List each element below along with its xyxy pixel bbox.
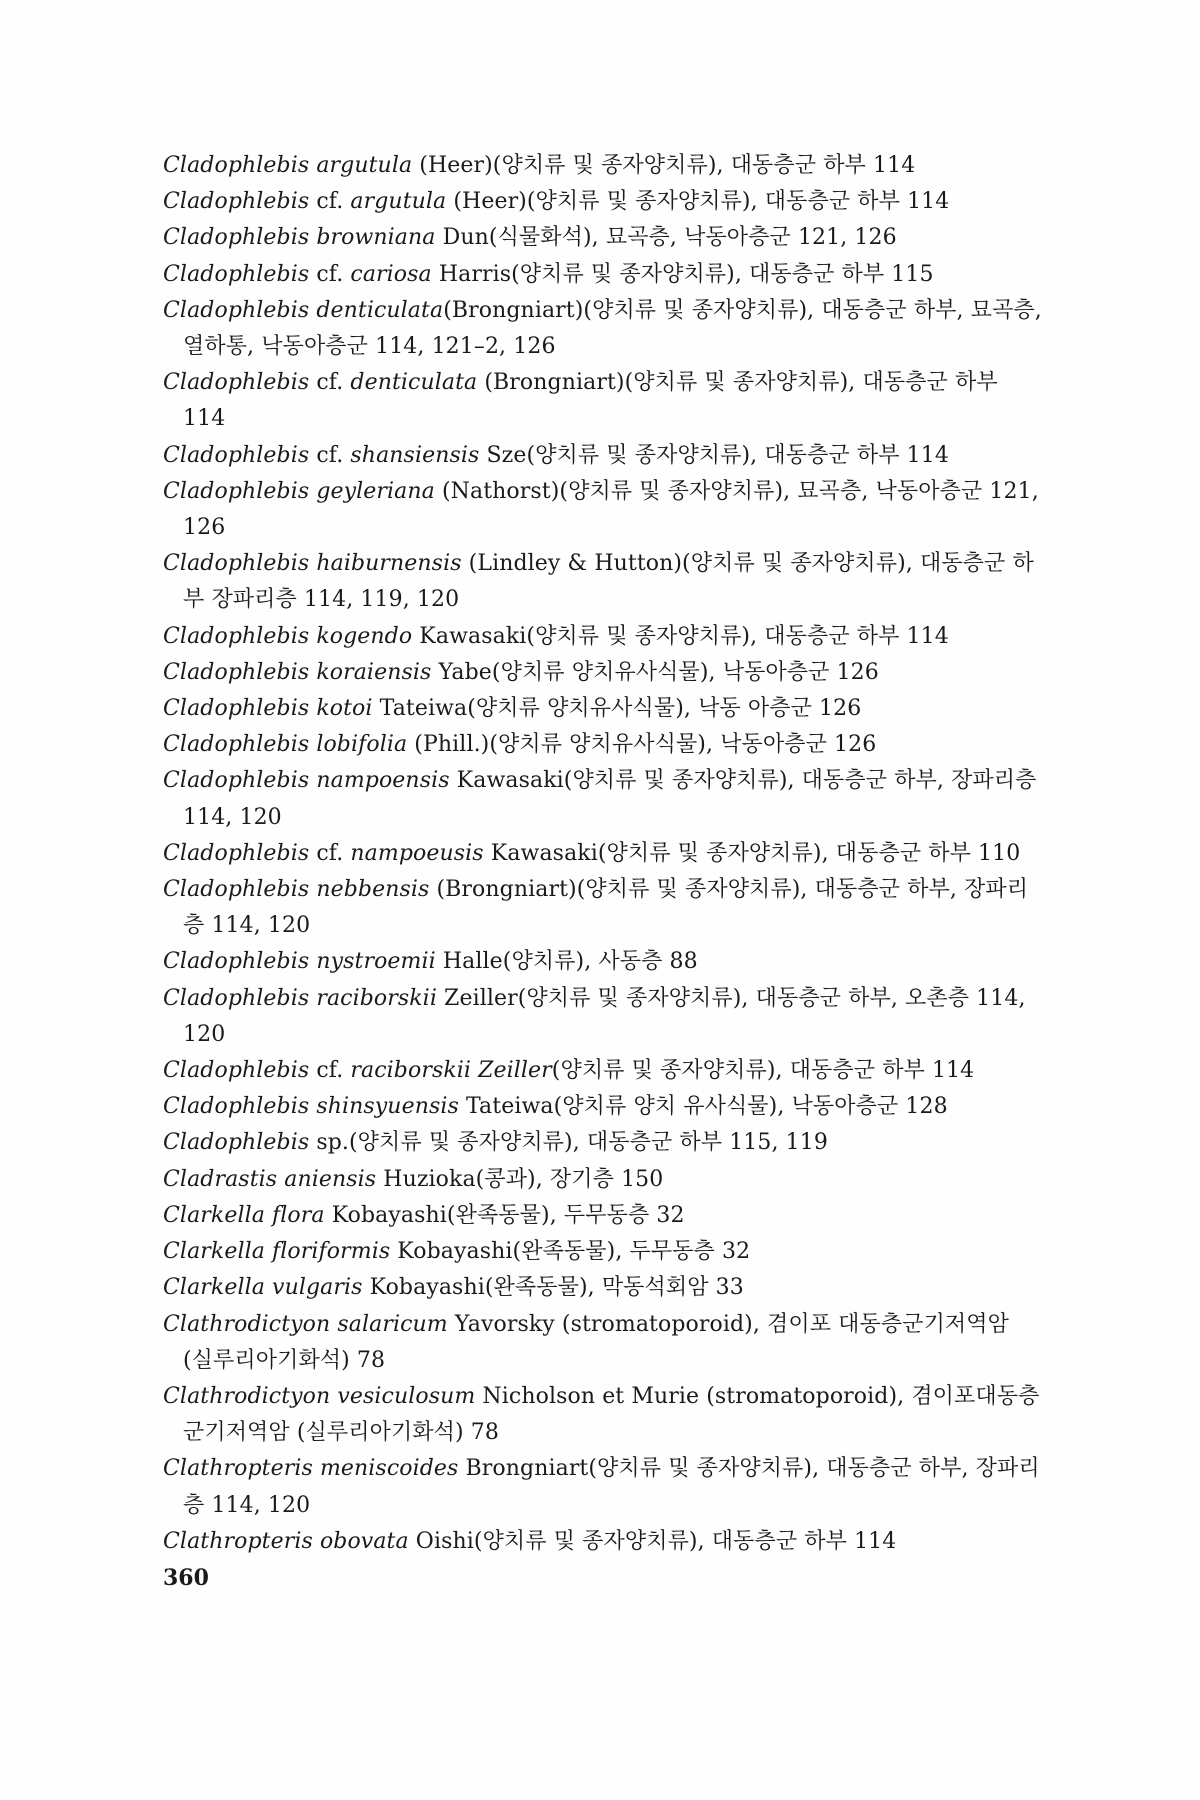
species-name: aniensis [284, 1166, 377, 1192]
index-entry [163, 763, 1043, 835]
genus-name: Cladophlebis [163, 840, 310, 866]
genus-name: Cladophlebis [163, 949, 310, 975]
genus-name: Cladophlebis [163, 659, 310, 685]
species-name: nystroemii [316, 949, 436, 975]
genus-name: Clarkella [163, 1239, 265, 1265]
entry-description: Halle(양치류), 사동층 88 [435, 949, 698, 975]
species-name: vulgaris [272, 1275, 363, 1301]
genus-name: Cladophlebis [163, 985, 310, 1011]
genus-name: Cladophlebis [163, 153, 310, 178]
entry-description: Kobayashi(완족동물), 막동석회암 33 [362, 1275, 744, 1301]
index-entry [163, 1234, 1043, 1270]
index-entry [163, 872, 1043, 944]
entry-description: (Brongniart)(양치류 및 종자양치류), 대동층군 하부, 장파리층 114, 120 [183, 877, 1029, 939]
species-name: argutula [350, 189, 447, 215]
index-entry [163, 1379, 1043, 1451]
index-entry [163, 365, 1043, 437]
entry-description: Brongniart(양치류 및 종자양치류), 대동층군 하부, 장파리층 114, 120 [183, 1456, 1040, 1518]
entry-description: Kobayashi(완족동물), 두무동층 32 [324, 1202, 685, 1228]
species-name: nebbensis [316, 877, 430, 903]
entry-description: (양치류 및 종자양치류), 대동층군 하부 114 [551, 1058, 975, 1084]
entry-description: Kawasaki(양치류 및 종자양치류), 대동층군 하부 110 [483, 840, 1021, 866]
genus-name: Cladophlebis [163, 442, 310, 468]
entry-description: (Phill.)(양치류 양치유사식물), 낙동아층군 126 [407, 732, 877, 758]
species-name: browniana [316, 225, 436, 251]
species-name: vesiculosum [337, 1383, 476, 1409]
index-entry [163, 1125, 1043, 1161]
species-name: obovata [319, 1528, 409, 1554]
genus-name: Clathropteris [163, 1456, 313, 1482]
entry-description: Oishi(양치류 및 종자양치류), 대동층군 하부 114 [408, 1528, 897, 1554]
species-name: salaricum [337, 1311, 448, 1337]
index-entry [163, 257, 1043, 293]
species-name: denticulata [350, 370, 478, 396]
entry-description: Tateiwa(양치류 양치 유사식물), 낙동아층군 128 [458, 1094, 948, 1120]
species-name: lobifolia [316, 732, 408, 758]
index-entry [163, 293, 1043, 365]
species-name: haiburnensis [316, 551, 462, 577]
species-name: flora [272, 1202, 325, 1228]
qualifier-text: cf. [309, 370, 351, 396]
index-entry [163, 1451, 1043, 1523]
genus-name: Clarkella [163, 1202, 265, 1228]
genus-name: Cladophlebis [163, 768, 310, 794]
entry-description: Nicholson et Murie (stromatoporoid), 겸이포대동층군기저역암 (실루리아기화석) 78 [183, 1383, 1040, 1446]
species-name: denticulata [316, 297, 444, 323]
species-name: shinsyuensis [316, 1094, 459, 1120]
index-entry [163, 220, 1043, 256]
genus-name: Cladophlebis [163, 478, 310, 504]
genus-name: Cladophlebis [163, 696, 310, 722]
entry-description: Kawasaki(양치류 및 종자양치류), 대동층군 하부, 장파리층 114, 120 [183, 768, 1037, 830]
qualifier-text: cf. [309, 189, 351, 215]
entry-description: Huzioka(콩과), 장기층 150 [376, 1166, 664, 1192]
entry-description: (Brongniart)(양치류 및 종자양치류), 대동층군 하부 114 [183, 370, 998, 432]
index-entry [163, 691, 1043, 727]
index-entry [163, 727, 1043, 763]
species-name: kogendo [316, 623, 413, 649]
genus-name: Cladophlebis [163, 623, 310, 649]
species-name: koraiensis [316, 659, 432, 685]
index-entry [163, 184, 1043, 220]
genus-name: Cladophlebis [163, 877, 310, 903]
genus-name: Clathrodictyon [163, 1383, 331, 1409]
index-entry [163, 1089, 1043, 1125]
index-entry [163, 438, 1043, 474]
qualifier-text: cf. [309, 840, 351, 866]
entry-description: (Heer)(양치류 및 종자양치류), 대동층군 하부 114 [412, 153, 916, 178]
entry-description: (Lindley & Hutton)(양치류 및 종자양치류), 대동층군 하부 장파리층 114, 119, 120 [183, 551, 1034, 613]
index-entry [163, 1162, 1043, 1198]
qualifier-text: sp.(양치류 및 종자양치류), 대동층군 하부 115, 119 [309, 1130, 828, 1156]
entry-description: Yabe(양치류 양치유사식물), 낙동아층군 126 [431, 659, 879, 685]
species-name: argutula [316, 153, 413, 178]
species-name: raciborskii Zeiller [350, 1058, 552, 1084]
species-name: shansiensis [350, 442, 480, 468]
genus-name: Clathrodictyon [163, 1311, 331, 1337]
index-entry [163, 619, 1043, 655]
species-name: geyleriana [316, 478, 435, 504]
index-entry [163, 474, 1043, 546]
index-entry-list [163, 148, 1043, 1560]
genus-name: Cladophlebis [163, 732, 310, 758]
entry-description: Sze(양치류 및 종자양치류), 대동층군 하부 114 [479, 442, 949, 468]
entry-description: Zeiller(양치류 및 종자양치류), 대동층군 하부, 오촌층 114, 120 [183, 985, 1026, 1047]
species-name: cariosa [350, 261, 432, 287]
entry-description: Kawasaki(양치류 및 종자양치류), 대동층군 하부 114 [412, 623, 949, 649]
page-number: 360 [163, 1565, 209, 1591]
genus-name: Cladophlebis [163, 1130, 310, 1156]
genus-name: Cladophlebis [163, 189, 310, 215]
index-entry [163, 1307, 1043, 1379]
index-entry [163, 1053, 1043, 1089]
index-entry [163, 1198, 1043, 1234]
entry-description: Yavorsky (stromatoporoid), 겸이포 대동층군기저역암 (실루리아기화석) 78 [183, 1311, 1009, 1373]
entry-description: (Nathorst)(양치류 및 종자양치류), 묘곡층, 낙동아층군 121, 126 [183, 478, 1039, 541]
index-entry [163, 546, 1043, 618]
species-name: meniscoides [319, 1456, 459, 1482]
genus-name: Cladophlebis [163, 1094, 310, 1120]
genus-name: Cladophlebis [163, 225, 310, 251]
entry-description: (Heer)(양치류 및 종자양치류), 대동층군 하부 114 [446, 189, 950, 215]
genus-name: Cladophlebis [163, 551, 310, 577]
qualifier-text: cf. [309, 261, 351, 287]
genus-name: Cladophlebis [163, 370, 310, 396]
qualifier-text: cf. [309, 442, 351, 468]
qualifier-text: cf. [309, 1058, 351, 1084]
genus-name: Cladophlebis [163, 1058, 310, 1084]
genus-name: Cladophlebis [163, 261, 310, 287]
species-name: nampoensis [316, 768, 450, 794]
entry-description: Harris(양치류 및 종자양치류), 대동층군 하부 115 [431, 261, 934, 287]
index-entry [163, 148, 1043, 184]
entry-description: (Brongniart)(양치류 및 종자양치류), 대동층군 하부, 묘곡층, 열하통, 낙동아층군 114, 121–2, 126 [183, 297, 1042, 360]
genus-name: Clathropteris [163, 1528, 313, 1554]
index-entry [163, 1270, 1043, 1306]
index-entry [163, 944, 1043, 980]
species-name: floriformis [272, 1239, 391, 1265]
entry-description: Tateiwa(양치류 양치유사식물), 낙동 아층군 126 [372, 696, 862, 722]
index-entry [163, 836, 1043, 872]
index-entry [163, 981, 1043, 1053]
genus-name: Cladophlebis [163, 297, 310, 323]
index-entry [163, 1524, 1043, 1560]
species-name: raciborskii [316, 985, 437, 1011]
species-name: kotoi [316, 696, 373, 722]
entry-description: Dun(식물화석), 묘곡층, 낙동아층군 121, 126 [435, 225, 897, 251]
entry-description: Kobayashi(완족동물), 두무동층 32 [390, 1239, 751, 1265]
index-entry [163, 655, 1043, 691]
genus-name: Cladrastis [163, 1166, 278, 1192]
genus-name: Clarkella [163, 1275, 265, 1301]
species-name: nampoeusis [350, 840, 484, 866]
